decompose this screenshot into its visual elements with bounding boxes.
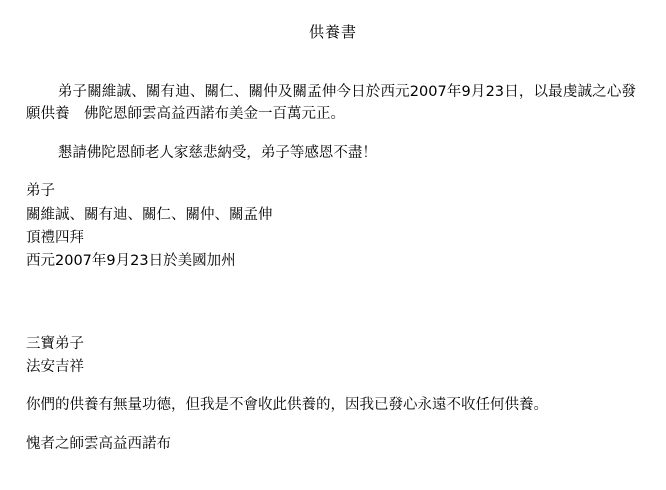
spacer-before-reply-signature	[26, 417, 636, 433]
signature-line-disciple: 弟子	[26, 183, 55, 200]
reply-paragraph: 你們的供養有無量功德，但我是不會收此供養的，因我已發心永遠不收任何供養。	[26, 397, 548, 414]
spacer-between-paragraphs	[26, 126, 636, 142]
signature-line-date-place: 西元2007年9月23日於美國加州	[26, 252, 236, 269]
signature-block	[26, 180, 636, 273]
spacer-before-reply-paragraph	[26, 378, 636, 394]
reply-salutation-block	[26, 333, 636, 378]
document-page	[0, 22, 666, 490]
signature-line-bows: 頂禮四拜	[26, 229, 84, 246]
spacer-after-title	[0, 43, 666, 81]
signature-line-names: 關維誠、關有迪、關仁、關仲、關孟伸	[26, 206, 273, 223]
offering-paragraph: 弟子關維誠、關有迪、關仁、關仲及關孟伸今日於西元2007年9月23日，以最虔誠之心發願供養 佛陀恩師雲高益西諾布美金一百萬元正。	[26, 84, 636, 123]
reply-signature: 愧者之師雲高益西諾布	[26, 435, 171, 452]
reply-salutation-line-1: 三寶弟子	[26, 336, 84, 353]
spacer-before-reply	[26, 273, 636, 333]
page-title: 供養書	[308, 23, 357, 41]
reply-salutation-line-2: 法安吉祥	[26, 358, 84, 375]
request-paragraph: 懇請佛陀恩師老人家慈悲納受，弟子等感恩不盡！	[57, 144, 377, 161]
spacer-before-signature	[26, 164, 636, 180]
document-body	[26, 81, 636, 455]
